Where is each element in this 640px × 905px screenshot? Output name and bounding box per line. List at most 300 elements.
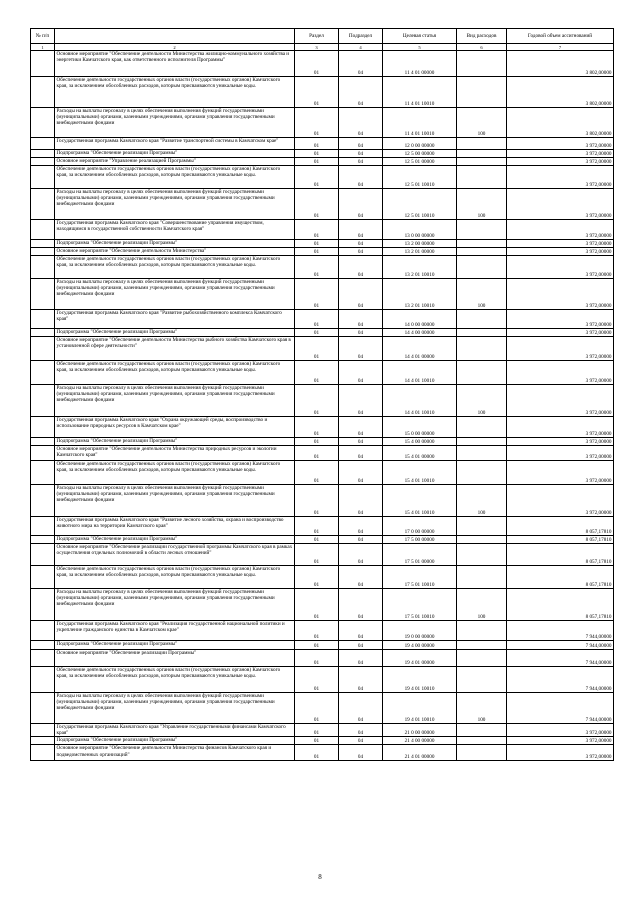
row-section: 01 [295,485,339,517]
row-subsection: 04 [339,621,383,641]
row-exptype: 100 [457,693,507,724]
row-number [31,150,55,158]
table-row [31,667,614,693]
row-exptype: 100 [457,385,507,417]
row-number [31,189,55,220]
row-name: Основное мероприятие "Обеспечение деятельности Министерства рыбного хозяйства Камчатского края в установленной сфере деятельности" [55,337,295,361]
row-target: 21 4 00 00000 [383,737,457,745]
row-target: 13 2 01 00000 [383,248,457,256]
row-number [31,279,55,310]
row-number [31,240,55,248]
row-subsection: 04 [339,693,383,724]
row-exptype [457,138,507,150]
table-row [31,693,614,724]
row-amount: 3 972,00000 [507,745,614,761]
row-number [31,485,55,517]
row-subsection: 04 [339,417,383,438]
row-amount: 8 057,17810 [507,517,614,536]
row-section: 01 [295,361,339,385]
column-number: 6 [457,44,507,51]
row-subsection: 04 [339,279,383,310]
table-row [31,650,614,667]
row-amount: 3 972,00000 [507,150,614,158]
row-section: 01 [295,566,339,589]
row-amount: 8 057,17810 [507,544,614,566]
row-amount: 3 972,00000 [507,138,614,150]
row-section: 01 [295,337,339,361]
row-exptype [457,566,507,589]
row-amount: 3 972,00000 [507,337,614,361]
column-number: 5 [383,44,457,51]
row-subsection: 04 [339,77,383,108]
row-exptype [457,150,507,158]
table-row [31,77,614,108]
row-name: Подпрограмма "Обеспечение реализации Программы" [55,150,295,158]
row-amount: 3 972,00000 [507,737,614,745]
row-amount: 3 802,00000 [507,108,614,138]
row-name: Обеспечение деятельности государственных органов власти (государственных органов) Камчатского края, за исключением обособленных расходов, которым присваиваются уникальные коды. [55,361,295,385]
row-exptype [457,220,507,240]
row-amount: 3 972,00000 [507,220,614,240]
header-exptype: Вид расходов [457,29,507,44]
row-target: 15 0 00 00000 [383,417,457,438]
row-exptype [457,737,507,745]
row-exptype [457,256,507,279]
column-number: 2 [55,44,295,51]
row-subsection: 04 [339,51,383,77]
column-number: 1 [31,44,55,51]
row-name: Подпрограмма "Обеспечение реализации Программы" [55,641,295,650]
header-subsection: Подраздел [339,29,383,44]
row-amount: 8 057,17810 [507,566,614,589]
row-section: 01 [295,240,339,248]
row-section: 01 [295,589,339,621]
row-target: 12 5 01 10010 [383,166,457,189]
table-row [31,589,614,621]
row-exptype: 100 [457,485,507,517]
row-target: 19 4 01 10010 [383,667,457,693]
row-section: 01 [295,544,339,566]
row-target: 19 4 01 10010 [383,693,457,724]
row-number [31,138,55,150]
row-exptype [457,667,507,693]
row-number [31,536,55,544]
row-number [31,667,55,693]
row-amount: 3 972,00000 [507,256,614,279]
table-row [31,724,614,737]
row-section: 01 [295,641,339,650]
row-subsection: 04 [339,240,383,248]
header-amount: Годовой объем ассигнований [507,29,614,44]
row-name: Основное мероприятие "Управление реализацией Программы" [55,158,295,166]
row-amount: 3 972,00000 [507,361,614,385]
row-target: 14 4 01 00000 [383,337,457,361]
row-target: 21 0 00 00000 [383,724,457,737]
row-name: Расходы на выплаты персоналу в целях обеспечения выполнения функций государственными (муниципальными) органами, казенными учреждениями, органами управления государственными внебюджетными фондами [55,189,295,220]
row-target: 14 4 00 00000 [383,329,457,337]
row-section: 01 [295,693,339,724]
row-amount: 3 972,00000 [507,310,614,329]
row-name: Государственная программа Камчатского края "Развитие лесного хозяйства, охрана и воспроизводство животного мира на территории Камчатского края" [55,517,295,536]
row-section: 01 [295,461,339,485]
table-row [31,329,614,337]
row-name: Государственная программа Камчатского края "Реализация государственной национальной политики и укрепление гражданского единства в Камчатском крае" [55,621,295,641]
row-subsection: 04 [339,385,383,417]
row-target: 17 5 01 10010 [383,566,457,589]
row-number [31,461,55,485]
row-amount: 7 944,00000 [507,641,614,650]
row-subsection: 04 [339,517,383,536]
row-number [31,724,55,737]
row-name: Государственная программа Камчатского края "Развитие транспортной системы в Камчатском крае" [55,138,295,150]
row-number [31,566,55,589]
row-name: Государственная программа Камчатского края "Совершенствование управления имуществом, находящимся в государственной собственности Камчатского края" [55,220,295,240]
table-row [31,621,614,641]
table-row [31,337,614,361]
budget-table [30,28,614,761]
row-section: 01 [295,621,339,641]
row-section: 01 [295,77,339,108]
row-section: 01 [295,166,339,189]
row-name: Основное мероприятие "Обеспечение деятельности Министерства" [55,248,295,256]
row-name: Расходы на выплаты персоналу в целях обеспечения выполнения функций государственными (муниципальными) органами, казенными учреждениями, органами управления государственными внебюджетными фондами [55,279,295,310]
row-subsection: 04 [339,544,383,566]
row-section: 01 [295,279,339,310]
row-target: 13 2 00 00000 [383,240,457,248]
row-name: Обеспечение деятельности государственных органов власти (государственных органов) Камчатского края, за исключением обособленных расходов, которым присваиваются уникальные коды. [55,461,295,485]
row-number [31,446,55,461]
row-subsection: 04 [339,724,383,737]
row-section: 01 [295,650,339,667]
row-name: Основное мероприятие "Обеспечение реализации государственной программы Камчатского края в рамках осуществления отдельных полномочий в области лесных отношений" [55,544,295,566]
row-amount: 3 972,00000 [507,158,614,166]
row-subsection: 04 [339,446,383,461]
row-amount: 3 802,00000 [507,77,614,108]
row-target: 19 0 00 00000 [383,621,457,641]
row-target: 12 5 01 10010 [383,189,457,220]
column-number-row [31,44,614,51]
row-amount: 7 944,00000 [507,621,614,641]
header-num: № п/п [31,29,55,44]
row-subsection: 04 [339,667,383,693]
row-subsection: 04 [339,438,383,446]
row-exptype [457,248,507,256]
row-number [31,417,55,438]
row-target: 15 4 01 10010 [383,485,457,517]
row-number [31,248,55,256]
row-exptype: 100 [457,189,507,220]
row-subsection: 04 [339,158,383,166]
row-exptype [457,461,507,485]
row-amount: 7 944,00000 [507,667,614,693]
row-name: Обеспечение деятельности государственных органов власти (государственных органов) Камчатского края, за исключением обособленных расходов, которым присваиваются уникальные коды. [55,166,295,189]
row-target: 17 5 01 00000 [383,544,457,566]
row-name: Расходы на выплаты персоналу в целях обеспечения выполнения функций государственными (муниципальными) органами, казенными учреждениями, органами управления государственными внебюджетными фондами [55,693,295,724]
row-name: Подпрограмма "Обеспечение реализации Программы" [55,737,295,745]
row-number [31,51,55,77]
header-row [31,29,614,44]
row-subsection: 04 [339,150,383,158]
row-target: 14 0 00 00000 [383,310,457,329]
row-exptype [457,724,507,737]
row-number [31,650,55,667]
row-name: Подпрограмма "Обеспечение реализации Программы" [55,240,295,248]
table-row [31,438,614,446]
row-target: 11 4 01 00000 [383,51,457,77]
table-row [31,138,614,150]
table-row [31,361,614,385]
row-section: 01 [295,108,339,138]
row-subsection: 04 [339,256,383,279]
row-section: 01 [295,745,339,761]
row-amount: 3 972,00000 [507,248,614,256]
row-number [31,641,55,650]
row-amount: 3 972,00000 [507,189,614,220]
row-section: 01 [295,51,339,77]
table-row [31,256,614,279]
row-subsection: 04 [339,737,383,745]
budget-table-page [30,28,613,761]
table-row [31,417,614,438]
row-exptype: 100 [457,279,507,310]
row-exptype [457,51,507,77]
row-target: 13 2 01 10010 [383,256,457,279]
row-number [31,108,55,138]
row-subsection: 04 [339,536,383,544]
row-target: 13 2 01 10010 [383,279,457,310]
row-exptype [457,337,507,361]
row-number [31,745,55,761]
row-name: Основное мероприятие "Обеспечение деятельности Министерства природных ресурсов и экологии Камчатского края" [55,446,295,461]
row-section: 01 [295,189,339,220]
row-section: 01 [295,417,339,438]
row-amount: 3 972,00000 [507,329,614,337]
row-subsection: 04 [339,461,383,485]
table-row [31,485,614,517]
table-row [31,220,614,240]
row-subsection: 04 [339,310,383,329]
page-number: 8 [318,873,322,881]
row-number [31,517,55,536]
row-amount: 7 944,00000 [507,650,614,667]
row-section: 01 [295,517,339,536]
row-number [31,77,55,108]
row-subsection: 04 [339,108,383,138]
table-row [31,248,614,256]
row-section: 01 [295,138,339,150]
table-body [31,51,614,761]
row-target: 12 5 01 00000 [383,158,457,166]
table-row [31,385,614,417]
row-exptype [457,240,507,248]
table-row [31,51,614,77]
row-subsection: 04 [339,337,383,361]
row-exptype [457,641,507,650]
row-name: Подпрограмма "Обеспечение реализации Программы" [55,329,295,337]
row-name: Обеспечение деятельности государственных органов власти (государственных органов) Камчатского края, за исключением обособленных расходов, которым присваиваются уникальные коды. [55,256,295,279]
row-exptype [457,745,507,761]
row-subsection: 04 [339,589,383,621]
row-amount: 3 972,00000 [507,485,614,517]
row-subsection: 04 [339,745,383,761]
row-target: 19 4 01 00000 [383,650,457,667]
table-row [31,158,614,166]
row-number [31,621,55,641]
row-target: 17 5 01 10010 [383,589,457,621]
row-number [31,438,55,446]
row-exptype [457,329,507,337]
column-number: 3 [295,44,339,51]
row-amount: 3 972,00000 [507,166,614,189]
row-name: Государственная программа Камчатского края "Управление государственными финансами Камчатского края" [55,724,295,737]
row-subsection: 04 [339,566,383,589]
row-target: 11 4 01 10010 [383,108,457,138]
row-number [31,166,55,189]
row-number [31,361,55,385]
row-name: Подпрограмма "Обеспечение реализации Программы" [55,536,295,544]
row-exptype [457,77,507,108]
row-section: 01 [295,536,339,544]
row-exptype [457,361,507,385]
row-amount: 8 057,17810 [507,536,614,544]
table-row [31,189,614,220]
table-row [31,517,614,536]
row-subsection: 04 [339,248,383,256]
row-subsection: 04 [339,138,383,150]
row-number [31,589,55,621]
row-name: Расходы на выплаты персоналу в целях обеспечения выполнения функций государственными (муниципальными) органами, казенными учреждениями, органами управления государственными внебюджетными фондами [55,485,295,517]
row-target: 12 5 00 00000 [383,150,457,158]
row-section: 01 [295,256,339,279]
row-name: Основное мероприятие "Обеспечение деятельности Министерства финансов Камчатского края и подведомственных организаций" [55,745,295,761]
row-section: 01 [295,158,339,166]
header-section: Раздел [295,29,339,44]
row-exptype [457,544,507,566]
row-subsection: 04 [339,189,383,220]
row-amount: 3 972,00000 [507,461,614,485]
row-subsection: 04 [339,485,383,517]
row-section: 01 [295,310,339,329]
row-subsection: 04 [339,220,383,240]
table-row [31,641,614,650]
row-section: 01 [295,737,339,745]
row-number [31,544,55,566]
row-subsection: 04 [339,166,383,189]
row-name: Основное мероприятие "Обеспечение деятельности Министерства жилищно-коммунального хозяйства и энергетики Камчатского края, как ответственного исполнителя Программы" [55,51,295,77]
row-amount: 7 944,00000 [507,693,614,724]
table-row [31,536,614,544]
row-name: Обеспечение деятельности государственных органов власти (государственных органов) Камчатского края, за исключением обособленных расходов, которым присваиваются уникальные коды. [55,667,295,693]
row-target: 14 4 01 10010 [383,385,457,417]
row-target: 13 0 00 00000 [383,220,457,240]
row-name: Обеспечение деятельности государственных органов власти (государственных органов) Камчатского края, за исключением обособленных расходов, которым присваиваются уникальные коды. [55,77,295,108]
row-section: 01 [295,385,339,417]
row-exptype [457,166,507,189]
row-number [31,158,55,166]
row-subsection: 04 [339,329,383,337]
row-section: 01 [295,446,339,461]
row-exptype [457,650,507,667]
table-row [31,166,614,189]
row-amount: 3 802,00000 [507,51,614,77]
row-section: 01 [295,248,339,256]
row-target: 17 0 00 00000 [383,517,457,536]
row-number [31,220,55,240]
row-amount: 3 972,00000 [507,417,614,438]
table-row [31,150,614,158]
row-section: 01 [295,329,339,337]
row-number [31,337,55,361]
header-target: Целевая статья [383,29,457,44]
row-section: 01 [295,667,339,693]
row-number [31,693,55,724]
row-name: Расходы на выплаты персоналу в целях обеспечения выполнения функций государственными (муниципальными) органами, казенными учреждениями, органами управления государственными внебюджетными фондами [55,385,295,417]
row-amount: 3 972,00000 [507,385,614,417]
row-subsection: 04 [339,361,383,385]
row-target: 11 4 01 10010 [383,77,457,108]
table-row [31,240,614,248]
table-row [31,737,614,745]
row-name: Государственная программа Камчатского края "Развитие рыбохозяйственного комплекса Камчатского края" [55,310,295,329]
row-exptype [457,446,507,461]
row-name: Подпрограмма "Обеспечение реализации Программы" [55,438,295,446]
row-target: 21 4 01 00000 [383,745,457,761]
table-row [31,566,614,589]
row-exptype [457,517,507,536]
row-exptype [457,438,507,446]
row-exptype [457,158,507,166]
row-number [31,737,55,745]
row-target: 12 0 00 00000 [383,138,457,150]
table-row [31,108,614,138]
header-name [55,29,295,44]
row-section: 01 [295,438,339,446]
row-exptype: 100 [457,589,507,621]
row-section: 01 [295,220,339,240]
row-target: 17 5 00 00000 [383,536,457,544]
row-target: 15 4 00 00000 [383,438,457,446]
row-number [31,329,55,337]
table-row [31,544,614,566]
row-section: 01 [295,150,339,158]
column-number: 4 [339,44,383,51]
table-row [31,310,614,329]
row-exptype: 100 [457,108,507,138]
row-name: Основное мероприятие "Обеспечение реализации Программы" [55,650,295,667]
row-number [31,385,55,417]
row-amount: 3 972,00000 [507,446,614,461]
table-row [31,446,614,461]
row-section: 01 [295,724,339,737]
row-target: 19 4 00 00000 [383,641,457,650]
column-number: 7 [507,44,614,51]
row-exptype [457,310,507,329]
row-subsection: 04 [339,650,383,667]
table-row [31,279,614,310]
row-exptype [457,536,507,544]
table-row [31,461,614,485]
row-name: Расходы на выплаты персоналу в целях обеспечения выполнения функций государственными (муниципальными) органами, казенными учреждениями, органами управления государственными внебюджетными фондами [55,589,295,621]
row-exptype [457,417,507,438]
row-amount: 3 972,00000 [507,240,614,248]
row-target: 15 4 01 00000 [383,446,457,461]
row-amount: 8 057,17810 [507,589,614,621]
row-number [31,310,55,329]
row-number [31,256,55,279]
row-name: Расходы на выплаты персоналу в целях обеспечения выполнения функций государственными (муниципальными) органами, казенными учреждениями, органами управления государственными внебюджетными фондами [55,108,295,138]
row-name: Обеспечение деятельности государственных органов власти (государственных органов) Камчатского края, за исключением обособленных расходов, которым присваиваются уникальные коды. [55,566,295,589]
row-exptype [457,621,507,641]
